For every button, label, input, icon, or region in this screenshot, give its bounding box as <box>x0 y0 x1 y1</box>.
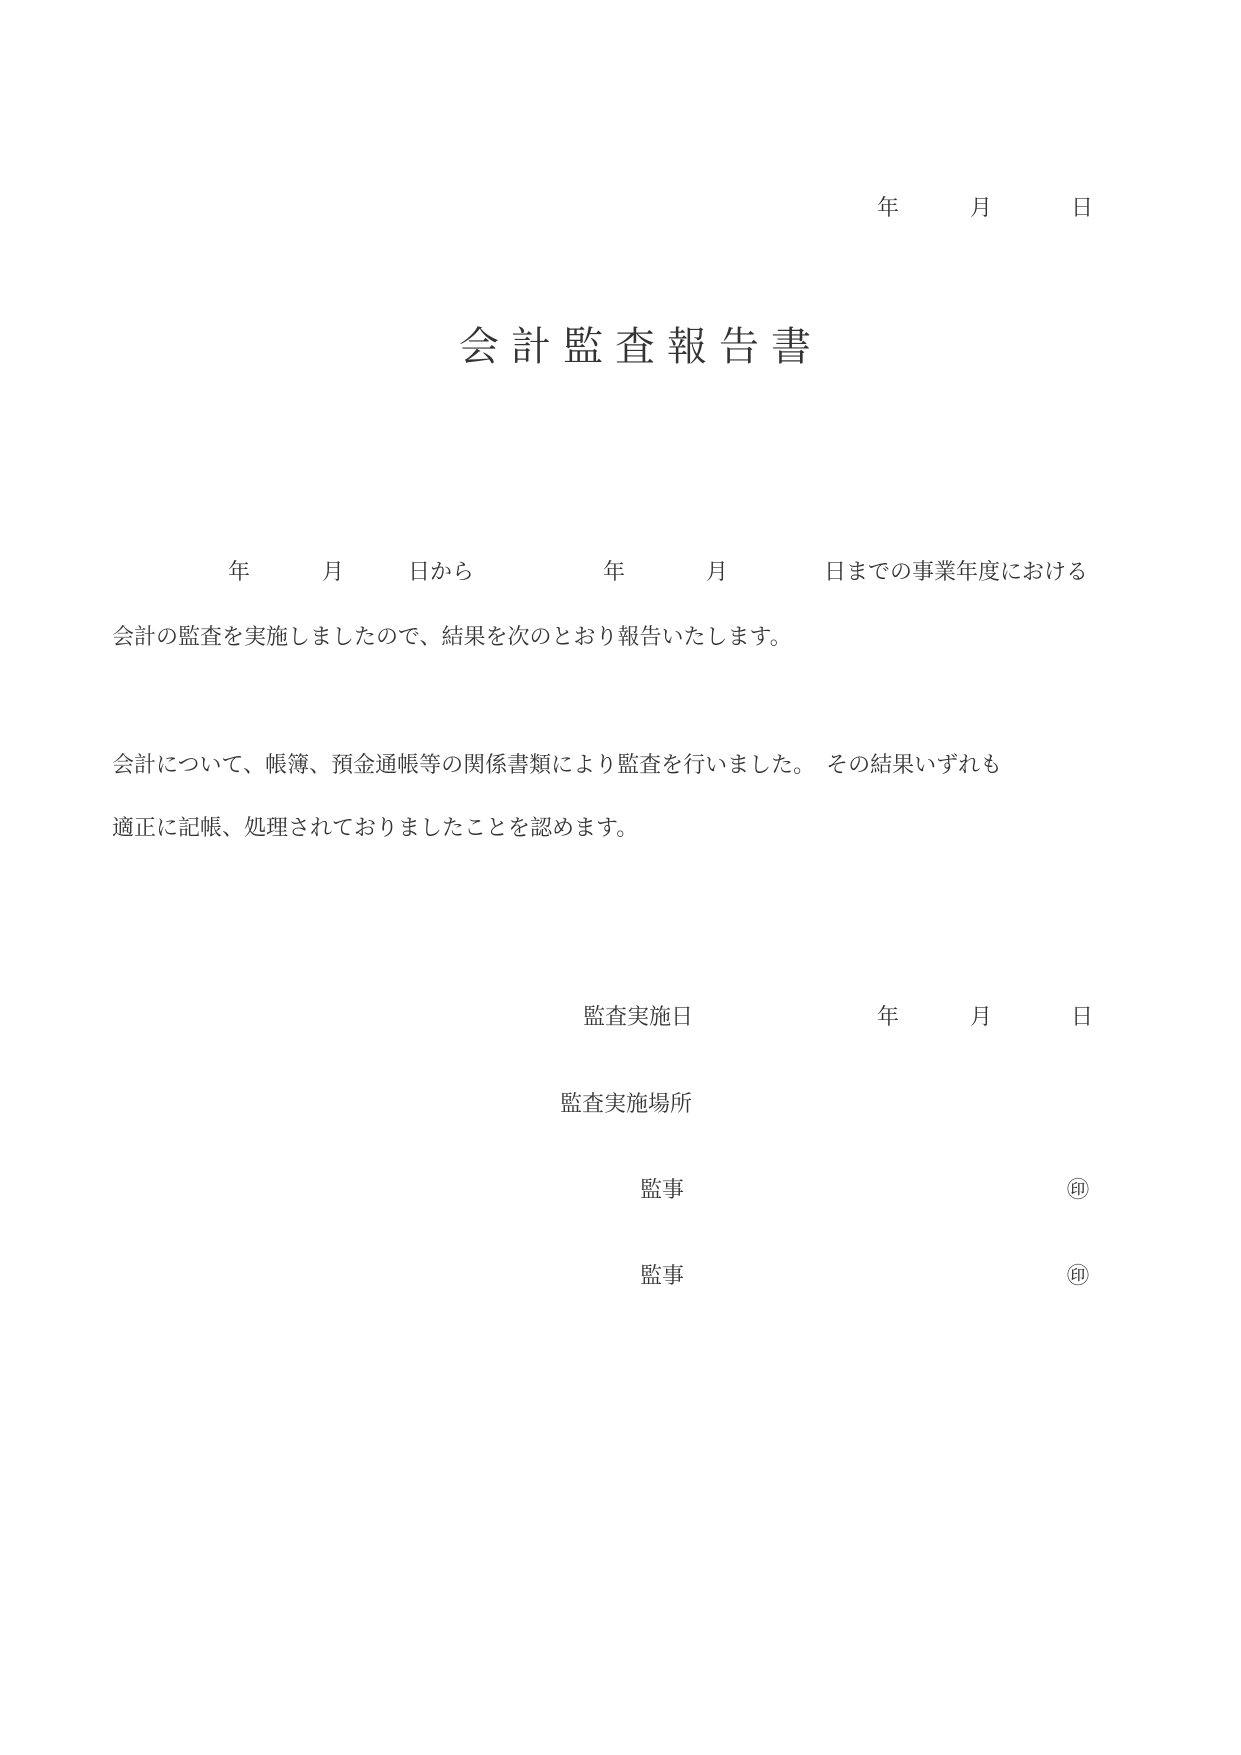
period-from-month-unit: 月 <box>322 560 345 585</box>
body-line-3: 適正に記帳、処理されておりましたことを認めます。 <box>112 816 639 841</box>
header-year-unit: 年 <box>877 196 900 221</box>
auditor-label: 監事 <box>640 1178 685 1203</box>
period-from-year-unit: 年 <box>228 560 251 585</box>
audit-date-year-unit: 年 <box>877 1005 900 1030</box>
audit-date-month-unit: 月 <box>970 1005 993 1030</box>
period-to-day-suffix: 日までの事業年度における <box>824 560 1089 585</box>
header-month-unit: 月 <box>970 196 993 221</box>
period-to-month-unit: 月 <box>706 560 729 585</box>
header-day-unit: 日 <box>1071 196 1094 221</box>
seal-mark-icon: ㊞ <box>1066 1178 1089 1203</box>
period-to-year-unit: 年 <box>603 560 626 585</box>
audit-date-day-unit: 日 <box>1071 1005 1094 1030</box>
body-line-1: 会計の監査を実施しましたので、結果を次のとおり報告いたします。 <box>112 625 792 650</box>
period-from-day-suffix: 日から <box>408 560 475 585</box>
auditor-label: 監事 <box>640 1264 685 1289</box>
audit-place-label: 監査実施場所 <box>560 1092 693 1117</box>
body-line-2: 会計について、帳簿、預金通帳等の関係書類により監査を行いました。 その結果いずれも <box>112 753 1003 778</box>
document-title: 会計監査報告書 <box>459 324 823 370</box>
seal-mark-icon: ㊞ <box>1066 1264 1089 1289</box>
audit-date-label: 監査実施日 <box>583 1005 694 1030</box>
